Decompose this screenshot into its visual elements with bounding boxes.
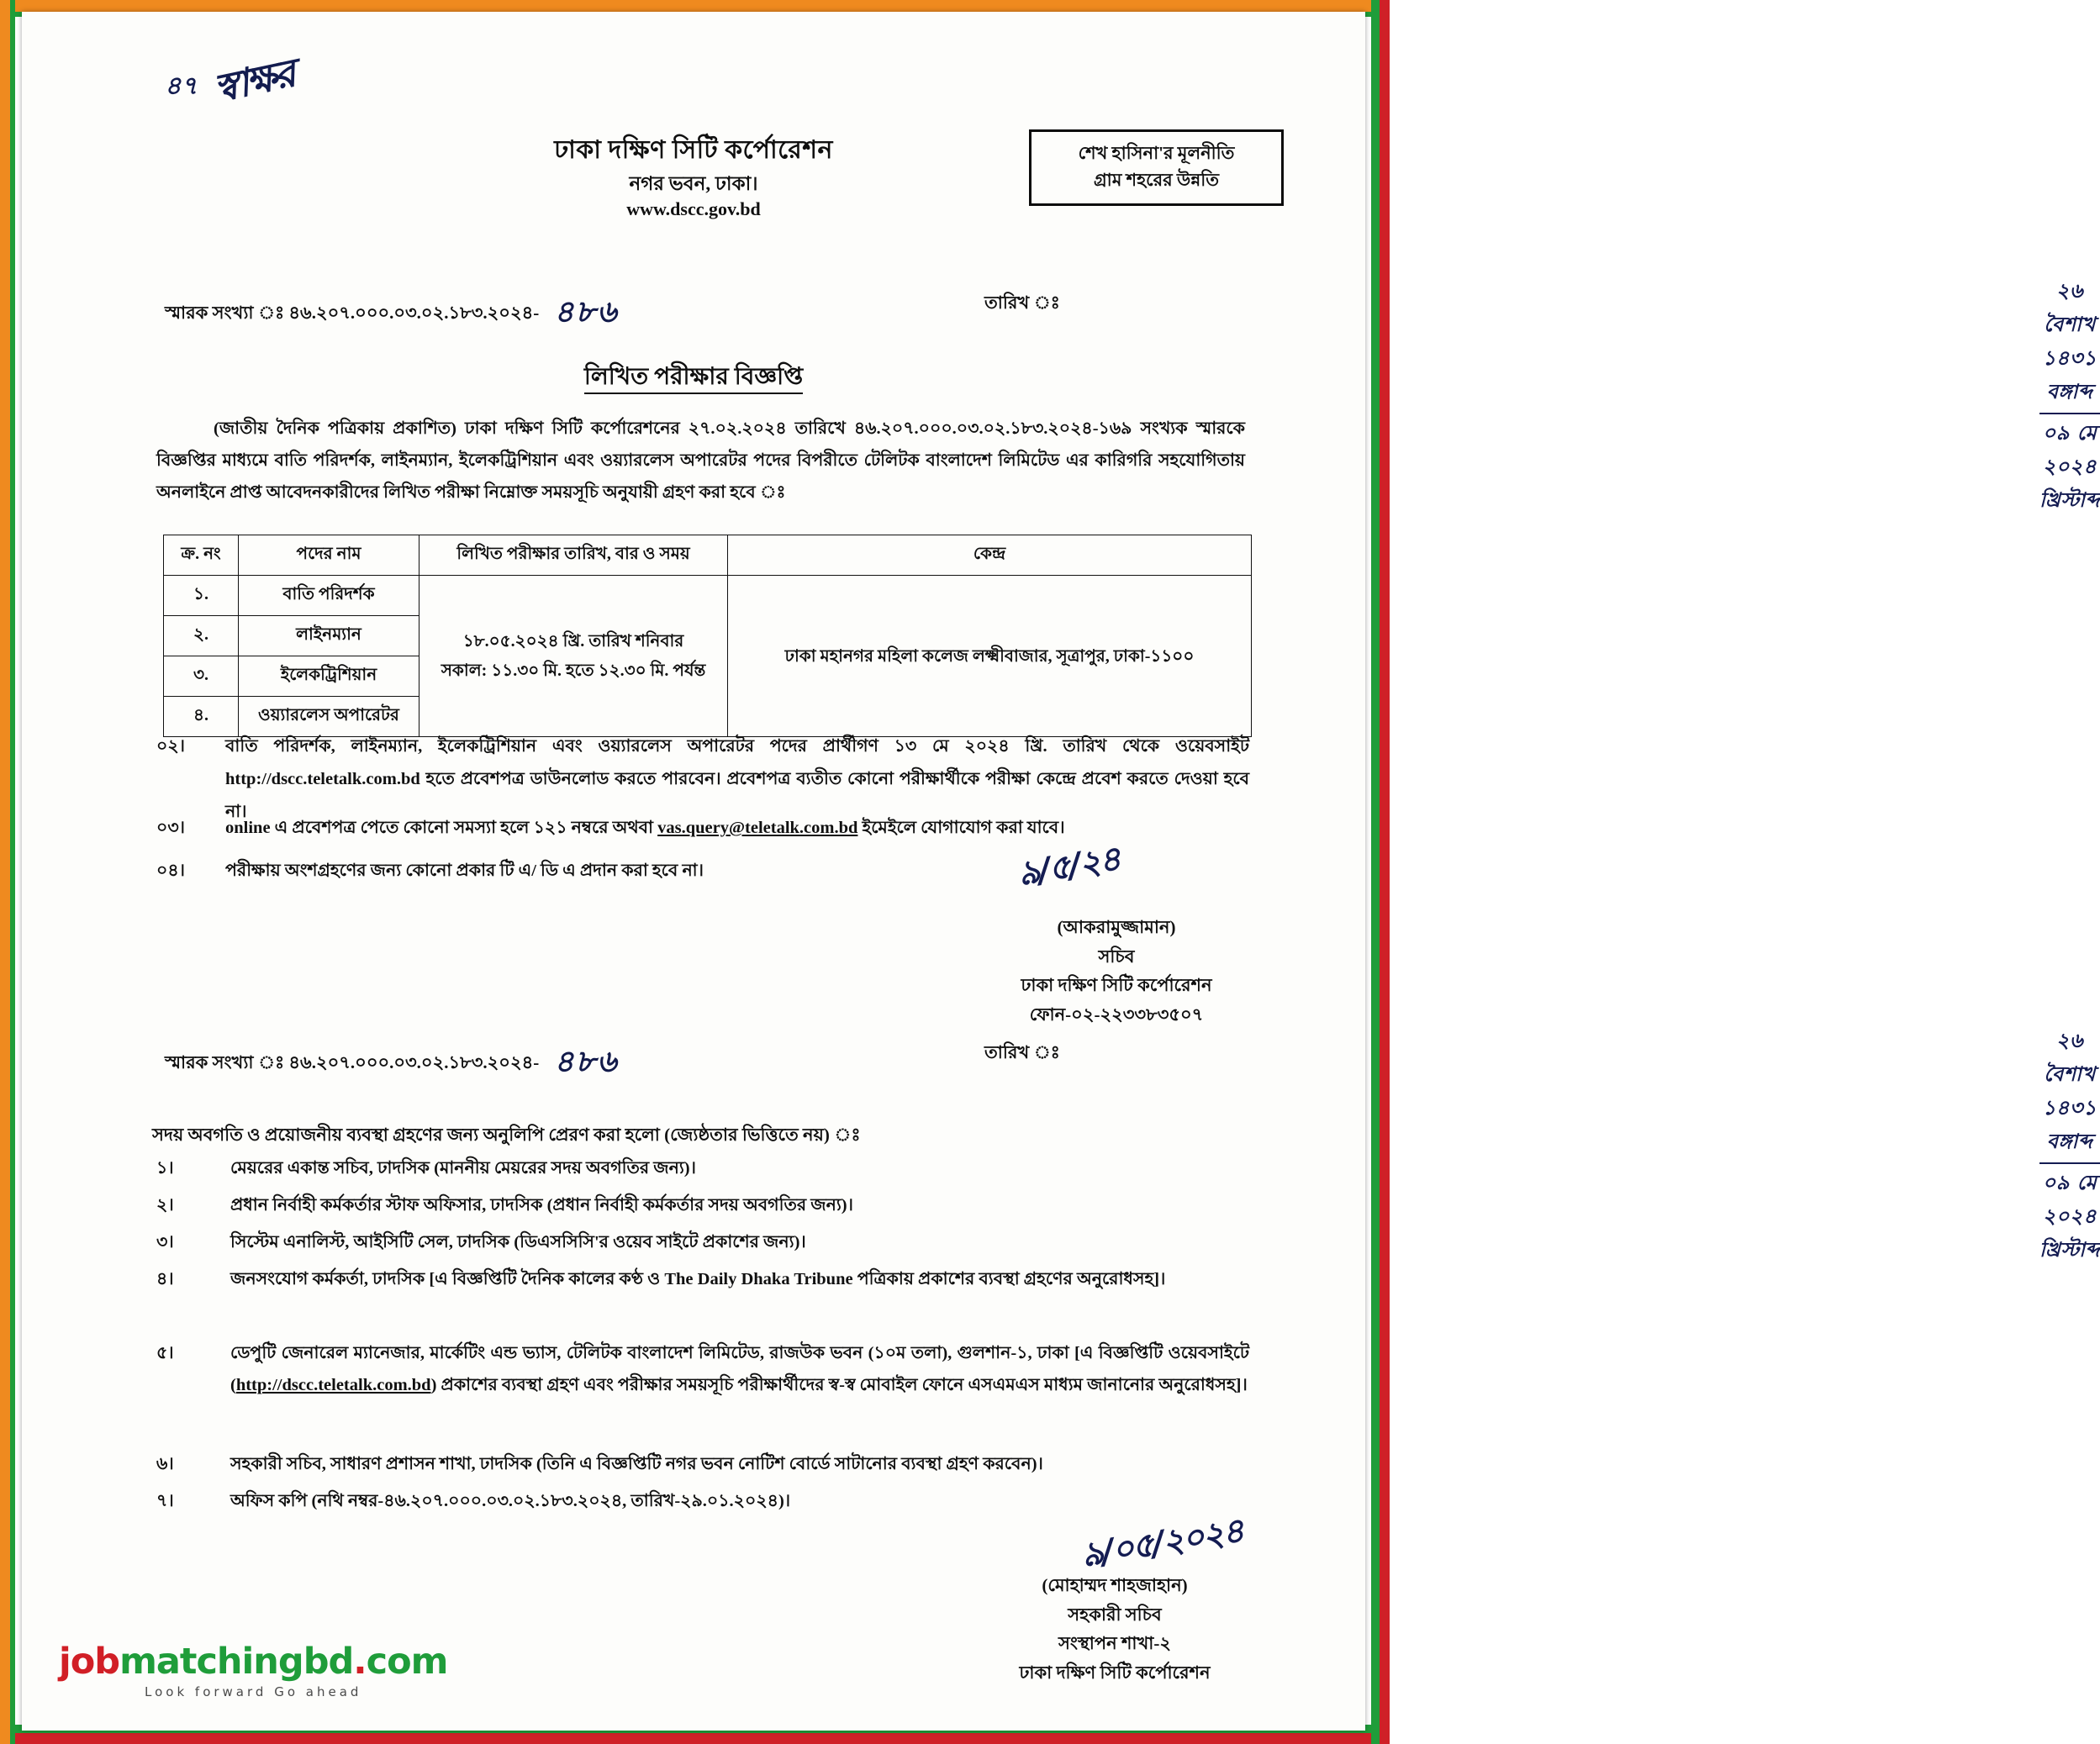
watermark-tagline: Look forward Go ahead (145, 1684, 362, 1699)
distribution-item-5-text-a: ডেপুটি জেনারেল ম্যানেজার, মার্কেটিং এন্ড ভ্যাস, টেলিটক বাংলাদেশ লিমিটেড, রাজউক ভবন (১০ম তলা), গুলশান-১, ঢাকা [এ বিজ্ঞপ্তিটি ওয়েবসাইটে ( (230, 1344, 1249, 1394)
clause-03-text-b: ইমেইলে যোগাযোগ করা যাবে। (857, 819, 1065, 837)
cell-serial: ৪. (164, 697, 239, 737)
cell-serial: ২. (164, 616, 239, 656)
distribution-item-1 (156, 1153, 1249, 1185)
exam-schedule-table (163, 535, 1252, 737)
distribution-item-3-text: সিস্টেম এনালিস্ট, আইসিটি সেল, ঢাদসিক (ডিএসসিসি'র ওয়েব সাইটে প্রকাশের জন্য)। (230, 1233, 806, 1251)
signature-scribble-2 (1079, 1511, 1246, 1575)
watermark-part-dot: . (353, 1641, 367, 1683)
handwritten-serial: ৪৭ (165, 71, 198, 101)
cell-serial: ১. (164, 576, 239, 616)
memo-date-stack-bottom (2039, 1025, 2100, 1268)
page-title: ঢাকা দক্ষিণ সিটি কর্পোরেশন (554, 136, 833, 164)
distribution-item-5-text-b: ) প্রকাশের ব্যবস্থা গ্রহণ এবং পরীক্ষার সময়সূচি পরীক্ষার্থীদের স্ব-স্ব মোবাইল ফোনে এসএমএস মাধ্যম জানানোর অনুরোধসহ]। (430, 1375, 1248, 1394)
distribution-item-5-link[interactable]: http://dscc.teletalk.com.bd (235, 1375, 431, 1394)
notice-intro-paragraph: (জাতীয় দৈনিক পত্রিকায় প্রকাশিত) ঢাকা দক্ষিণ সিটি কর্পোরেশনের ২৭.০২.২০২৪ তারিখে ৪৬.২০৭.০০০.০৩.০২.১৮৩.২০২৪-১৬৯ সংখ্যক স্মারকে বিজ্ঞপ্তির মাধ্যমে বাতি পরিদর্শক, লাইনম্যান, ইলেকট্রিশিয়ান এবং ওয়্যারলেস অপারেটর পদের বিপরীতে টেলিটক বাংলাদেশ লিমিটেড এর কারিগরি সহযোগিতায় অনলাইনে প্রাপ্ত আবেদনকারীদের লিখিত পরীক্ষা নিম্নোক্ত সময়সূচি অনুযায়ী গ্রহণ করা হবে ঃ (156, 419, 1245, 502)
signatory-2-office: ঢাকা দক্ষিণ সিটি কর্পোরেশন (1019, 1662, 1211, 1683)
watermark-part-matching: matching (119, 1641, 303, 1683)
memo-number-bottom (165, 1039, 618, 1089)
distribution-item-7-number: ৭। (156, 1492, 174, 1510)
watermark-logo (59, 1641, 447, 1699)
slogan-line-1: শেখ হাসিনা'র মূলনীতি (1078, 143, 1235, 163)
memo-number-label-top: স্মারক সংখ্যা ঃ ৪৬.২০৭.০০০.০৩.০২.১৮৩.২০২৪- (165, 303, 540, 323)
clause-04-number: ০৪। (156, 861, 185, 880)
signature-scribble-1 (1015, 839, 1122, 896)
signature-scribble-1-text: ৯/৫/২৪ (1015, 839, 1122, 894)
memo-date-stack-top (2039, 276, 2100, 519)
memo-date-top (984, 279, 2100, 512)
cell-schedule (419, 576, 728, 737)
distribution-item-2-number: ২। (156, 1196, 174, 1214)
cell-post: ওয়্যারলেস অপারেটর (239, 697, 419, 737)
memo-date-gregorian-top: ০৯ মে ২০২৪ খ্রিস্টাব্দ (2039, 421, 2100, 512)
distribution-item-7 (156, 1486, 1249, 1518)
distribution-item-6-number: ৬। (156, 1455, 174, 1473)
th-date-time: লিখিত পরীক্ষার তারিখ, বার ও সময় (419, 535, 728, 576)
signature-block-2 (930, 1571, 1300, 1688)
memo-number-label-bottom: স্মারক সংখ্যা ঃ ৪৬.২০৭.০০০.০৩.০২.১৮৩.২০২৪- (165, 1052, 540, 1072)
distribution-item-4 (156, 1264, 1249, 1296)
clause-03-email-link[interactable]: vas.query@teletalk.com.bd (657, 819, 858, 837)
document-page (22, 12, 2100, 1731)
watermark-part-bd: bd (303, 1641, 354, 1683)
memo-date-bottom (984, 1029, 2100, 1262)
table-header-row (164, 535, 1252, 576)
distribution-item-2-text: প্রধান নির্বাহী কর্মকর্তার স্টাফ অফিসার, ঢাদসিক (প্রধান নির্বাহী কর্মকর্তার সদয় অবগতির জন্য)। (230, 1196, 853, 1214)
schedule-time: সকাল: ১১.৩০ মি. হতে ১২.৩০ মি. পর্যন্ত (441, 661, 706, 680)
distribution-item-3 (156, 1227, 1249, 1259)
signatory-1-name: (আকরামুজ্জামান) (1057, 917, 1176, 937)
handwritten-top-mark (165, 50, 298, 116)
watermark-part-job: job (59, 1641, 120, 1683)
memo-date-bangla-bottom: ২৬ বৈশাখ ১৪৩১ বঙ্গাব্দ (2039, 1025, 2100, 1164)
th-center: কেন্দ্র (728, 535, 1252, 576)
memo-date-label-top: তারিখ ঃ (984, 292, 1060, 313)
signatory-1-phone: ফোন-০২-২২৩৩৮৩৫০৭ (1029, 1004, 1204, 1025)
distribution-item-4-number: ৪। (156, 1270, 174, 1288)
memo-date-label-bottom: তারিখ ঃ (984, 1042, 1060, 1062)
memo-date-gregorian-bottom: ০৯ মে ২০২৪ খ্রিস্টাব্দ (2039, 1171, 2100, 1262)
table-row (164, 576, 1252, 616)
distribution-item-5-text (230, 1338, 1249, 1402)
notice-title (22, 358, 1365, 398)
cell-post: ইলেকট্রিশিয়ান (239, 656, 419, 697)
clause-03-text-a: online এ প্রবেশপত্র পেতে কোনো সমস্যা হলে ১২১ নম্বরে অথবা (225, 819, 658, 837)
cell-post: লাইনম্যান (239, 616, 419, 656)
distribution-item-1-number: ১। (156, 1159, 174, 1178)
distribution-item-7-text: অফিস কপি (নথি নম্বর-৪৬.২০৭.০০০.০৩.০২.১৮৩.২০২৪, তারিখ-২৯.০১.২০২৪)। (230, 1492, 791, 1510)
memo-number-top (165, 289, 618, 340)
slogan-line-2: গ্রাম শহরের উন্নতি (1093, 169, 1220, 190)
signatory-2-name: (মোহাম্মদ শাহজাহান) (1042, 1575, 1188, 1595)
signatory-1-office: ঢাকা দক্ষিণ সিটি কর্পোরেশন (1021, 975, 1212, 996)
cell-serial: ৩. (164, 656, 239, 697)
clause-02-link[interactable]: http://dscc.teletalk.com.bd (225, 769, 420, 788)
handwritten-signature-top: স্বাক্ষর (209, 50, 298, 112)
distribution-item-3-number: ৩। (156, 1233, 174, 1251)
clause-02-text-a: বাতি পরিদর্শক, লাইনম্যান, ইলেকট্রিশিয়ান এবং ওয়্যারলেস অপারেটর পদের প্রার্থীগণ ১৩ মে ২০২৪ খ্রি. তারিখ থেকে ওয়েবসাইট (225, 737, 1249, 756)
clause-04-text: পরীক্ষায় অংশগ্রহণের জন্য কোনো প্রকার টি এ/ ডি এ প্রদান করা হবে না। (225, 861, 704, 880)
clause-02-text-b: হতে প্রবেশপত্র ডাউনলোড করতে পারবেন। প্রবেশপত্র ব্যতীত কোনো পরীক্ষার্থীকে পরীক্ষা কেন্দ্রে প্রবেশ করতে দেওয়া হবে না। (225, 769, 1249, 821)
th-post-name: পদের নাম (239, 535, 419, 576)
distribution-item-6-text: সহকারী সচিব, সাধারণ প্রশাসন শাখা, ঢাদসিক (তিনি এ বিজ্ঞপ্তিটি নগর ভবন নোটিশ বোর্ডে সাটানোর ব্যবস্থা গ্রহণ করবেন)। (230, 1455, 1043, 1473)
th-serial: ক্র. নং (164, 535, 239, 576)
signature-block-1 (940, 913, 1293, 1030)
memo-number-handwritten-bottom: ৪৮৬ (554, 1045, 619, 1079)
distribution-item-5 (156, 1338, 1249, 1402)
watermark-part-com: com (366, 1641, 448, 1683)
distribution-heading: সদয় অবগতি ও প্রয়োজনীয় ব্যবস্থা গ্রহণের জন্য অনুলিপি প্রেরণ করা হলো (জ্যেষ্ঠতার ভিত্তিতে নয়) ঃ (152, 1125, 861, 1145)
cell-center: ঢাকা মহানগর মহিলা কলেজ লক্ষ্মীবাজার, সূত্রাপুর, ঢাকা-১১০০ (728, 576, 1252, 737)
slogan-box (1029, 129, 1284, 206)
distribution-item-2 (156, 1190, 1249, 1222)
memo-date-bangla-top: ২৬ বৈশাখ ১৪৩১ বঙ্গাব্দ (2039, 276, 2100, 414)
signature-scribble-2-text: ৯/০৫/২০২৪ (1079, 1511, 1246, 1575)
clause-02-number: ০২। (156, 737, 185, 756)
org-address: নগর ভবন, ঢাকা। (629, 173, 758, 194)
notice-title-text: লিখিত পরীক্ষার বিজ্ঞপ্তি (584, 364, 803, 394)
org-website: www.dscc.gov.bd (626, 198, 761, 219)
watermark-text (59, 1641, 447, 1683)
schedule-date: ১৮.০৫.২০২৪ খ্রি. তারিখ শনিবার (462, 631, 684, 651)
cell-post: বাতি পরিদর্শক (239, 576, 419, 616)
signatory-2-designation: সহকারী সচিব (1068, 1604, 1162, 1625)
signatory-1-designation: সচিব (1098, 946, 1135, 967)
distribution-item-6 (156, 1449, 1249, 1481)
distribution-item-4-text: জনসংযোগ কর্মকর্তা, ঢাদসিক [এ বিজ্ঞপ্তিটি দৈনিক কালের কণ্ঠ ও The Daily Dhaka Tribune পত্রিকায় প্রকাশের ব্যবস্থা গ্রহণের অনুরোধসহ]। (230, 1270, 1166, 1288)
clause-03-number: ০৩। (156, 819, 185, 837)
memo-number-handwritten-top: ৪৮৬ (554, 295, 619, 329)
signatory-2-branch: সংস্থাপন শাখা-২ (1058, 1633, 1171, 1654)
distribution-item-5-number: ৫। (156, 1344, 174, 1362)
distribution-item-1-text: মেয়রের একান্ত সচিব, ঢাদসিক (মাননীয় মেয়রের সদয় অবগতির জন্য)। (230, 1159, 696, 1178)
